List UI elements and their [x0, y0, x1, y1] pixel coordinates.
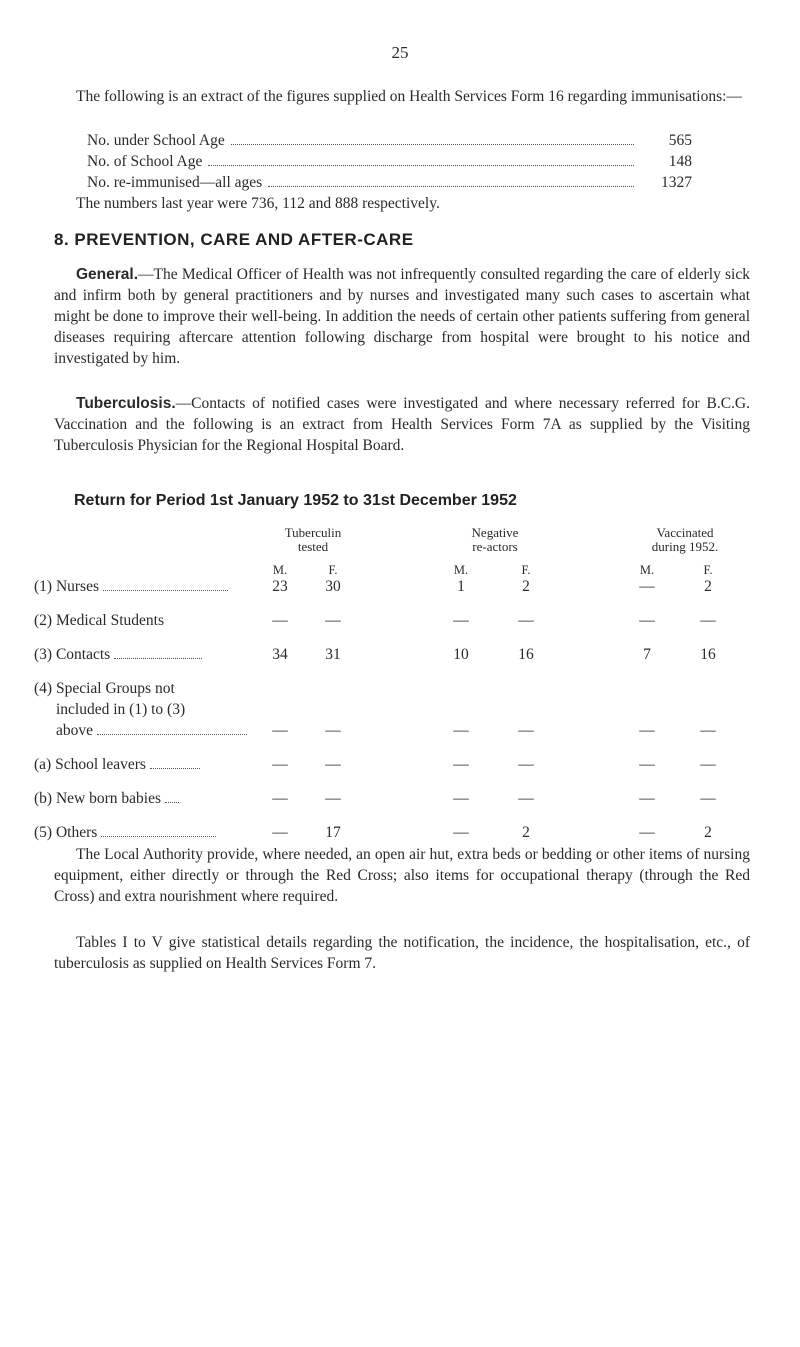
general-paragraph: [54, 264, 750, 369]
table-cell: —: [453, 756, 469, 773]
column-group-header: [440, 526, 550, 554]
item-label: No. of School Age: [87, 153, 203, 170]
page-number: 25: [391, 43, 409, 62]
table-cell: 2: [704, 824, 712, 841]
table-cell: —: [272, 790, 288, 807]
intro-paragraph: [54, 86, 750, 107]
row-label-text: (a) School leavers: [34, 756, 146, 773]
header-line: Vaccinated: [656, 525, 714, 540]
row-label-line: [56, 720, 247, 741]
table-cell: —: [700, 790, 716, 807]
table-cell: —: [518, 612, 534, 629]
table-cell: —: [272, 612, 288, 629]
column-group-header: [258, 526, 368, 554]
table-cell: —: [700, 722, 716, 739]
row-label: [34, 754, 200, 775]
table-cell: 31: [325, 646, 341, 663]
table-cell: —: [453, 824, 469, 841]
dot-leader: [231, 144, 634, 145]
row-label-text: (5) Others: [34, 824, 98, 841]
local-authority-text: The Local Authority provide, where needed, an open air hut, extra beds or bedding or other items of nursing equipment, either directly or through the Red Cross; also items for occupational therapy (through the Red Cross) and extra nourishment where required.: [54, 846, 750, 905]
table-cell: 10: [453, 646, 469, 663]
table-cell: —: [639, 756, 655, 773]
item-label: No. under School Age: [87, 132, 225, 149]
table-cell: —: [325, 790, 341, 807]
row-label: [34, 644, 202, 665]
tuberculosis-paragraph: [54, 393, 750, 456]
last-year-text: The numbers last year were 736, 112 and 888 respectively.: [76, 195, 440, 212]
table-cell: 30: [325, 578, 341, 595]
table-cell: —: [272, 756, 288, 773]
list-item: [87, 151, 692, 172]
table-cell: 7: [643, 646, 651, 663]
table-cell: —: [518, 790, 534, 807]
table-cell: 17: [325, 824, 341, 841]
table-cell: 2: [522, 578, 530, 595]
intro-text: The following is an extract of the figures supplied on Health Services Form 16 regarding immunisations:—: [76, 88, 742, 105]
table-cell: 16: [700, 646, 716, 663]
table-cell: 1: [457, 578, 465, 595]
dot-leader: [150, 768, 200, 769]
row-label-text: (b) New born babies: [34, 790, 161, 807]
table-cell: 34: [272, 646, 288, 663]
dot-leader: [268, 186, 634, 187]
header-line: tested: [297, 539, 329, 554]
table-title: Return for Period 1st January 1952 to 31st December 1952: [74, 492, 517, 509]
row-label: [34, 576, 228, 597]
item-value: 148: [668, 153, 692, 170]
table-cell: —: [453, 722, 469, 739]
table-cell: —: [700, 756, 716, 773]
table-cell: —: [700, 612, 716, 629]
tuberculosis-text: —Contacts of notified cases were investigated and where necessary referred for B.C.G. Vaccination and the following is an extract from Health Services Form 7A as supplied by the Visiting Tuberculosis Physician for the Regional Hospital Board.: [54, 395, 750, 454]
row-label: (2) Medical Students: [34, 612, 165, 629]
general-text: —The Medical Officer of Health was not infrequently consulted regarding the care of elderly sick and infirm both by general practitioners and by nurses and investigated many such cases to ascertain what might be done to improve their well-being. In addition the needs of certain other patients suffering from general diseases requiring aftercare attention following discharge from hospital were brought to his notice and investigated by him.: [54, 266, 750, 367]
item-value: 1327: [661, 174, 692, 191]
table-cell: —: [518, 722, 534, 739]
list-item: [87, 130, 692, 151]
section-heading: 8. PREVENTION, CARE AND AFTER-CARE: [54, 230, 414, 249]
table-cell: —: [272, 824, 288, 841]
table-cell: 16: [518, 646, 534, 663]
header-line: re-actors: [472, 539, 518, 554]
general-runin: General.: [76, 266, 139, 283]
row-label-text: (3) Contacts: [34, 646, 111, 663]
table-cell: —: [639, 790, 655, 807]
dot-leader: [97, 734, 247, 735]
item-value: 565: [668, 132, 692, 149]
header-line: Negative: [471, 525, 519, 540]
column-group-header: [620, 526, 750, 554]
table-cell: —: [325, 722, 341, 739]
header-line: during 1952.: [651, 539, 719, 554]
table-cell: 2: [704, 578, 712, 595]
table-cell: 2: [522, 824, 530, 841]
col-f-header: F.: [521, 563, 531, 577]
tables-note-paragraph: [54, 932, 750, 974]
row-label-text: (1) Nurses: [34, 578, 99, 595]
col-f-header: F.: [328, 563, 338, 577]
row-label: [34, 788, 179, 809]
col-m-header: M.: [453, 563, 469, 577]
col-m-header: M.: [639, 563, 655, 577]
row-label-text: above: [56, 722, 94, 739]
table-cell: —: [639, 612, 655, 629]
table-cell: 23: [272, 578, 288, 595]
table-cell: —: [518, 756, 534, 773]
dot-leader: [114, 658, 202, 659]
table-cell: —: [639, 824, 655, 841]
header-line: Tuberculin: [284, 525, 342, 540]
dot-leader: [165, 802, 179, 803]
row-label: (4) Special Groups not: [34, 680, 175, 697]
last-year-paragraph: [54, 193, 750, 214]
row-label-line: included in (1) to (3): [56, 701, 186, 718]
table-cell: —: [639, 578, 655, 595]
col-f-header: F.: [703, 563, 713, 577]
tuberculosis-runin: Tuberculosis.: [76, 395, 176, 412]
row-label: [34, 822, 216, 843]
item-label: No. re-immunised—all ages: [87, 174, 263, 191]
dot-leader: [101, 836, 216, 837]
list-item: [87, 172, 692, 193]
dot-leader: [103, 590, 228, 591]
immunisation-list: [87, 130, 692, 193]
table-cell: —: [325, 756, 341, 773]
local-authority-paragraph: [54, 844, 750, 907]
table-cell: —: [325, 612, 341, 629]
table-cell: —: [453, 790, 469, 807]
table-cell: —: [272, 722, 288, 739]
dot-leader: [208, 165, 634, 166]
tables-note-text: Tables I to V give statistical details regarding the notification, the incidence, the hospitalisation, etc., of tuberculosis as supplied on Health Services Form 7.: [54, 934, 750, 972]
table-cell: —: [639, 722, 655, 739]
table-cell: —: [453, 612, 469, 629]
col-m-header: M.: [272, 563, 288, 577]
